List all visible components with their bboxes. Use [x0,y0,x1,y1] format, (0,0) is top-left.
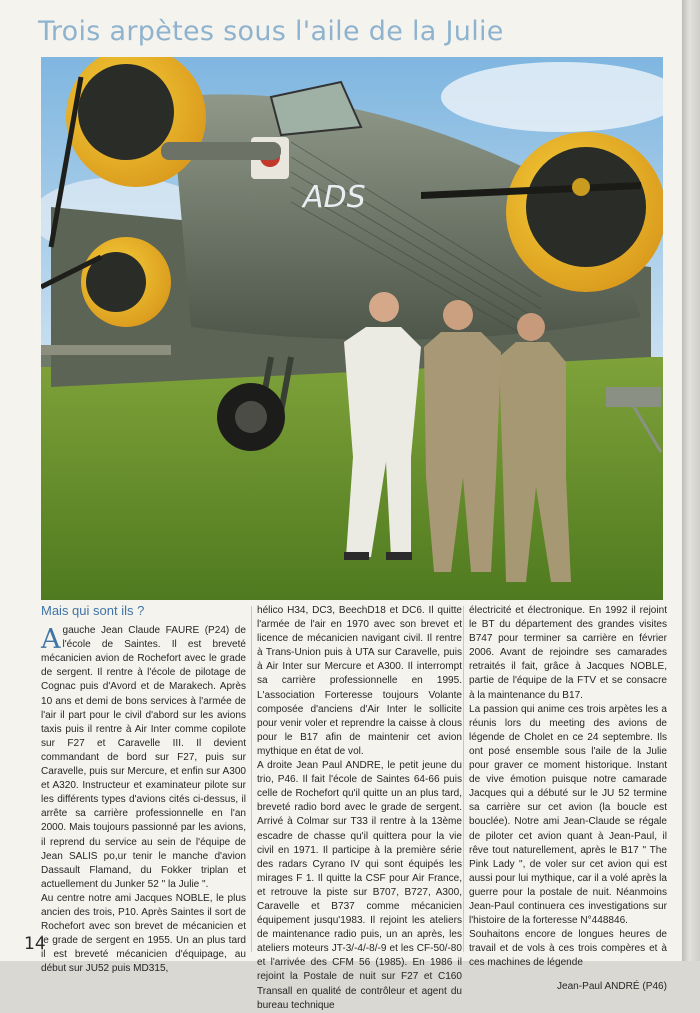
paragraph-text: gauche Jean Claude FAURE (P24) de l'école de Saintes. Il est breveté mécanicien avion de Rochefort avec le grade de sergent. Il rentre à l'école de pilotage de Cognac puis d'Avord et de Marakech. Après 10 ans et demi de bons services à l'armée de l'air il part pour le civil d'abord sur les avions taxis puis il rentre à Air Inter comme copilote sur F27 et Caravelle III. Il devient commandant de bord sur F27, puis sur Caravelle, puis sur Mercure, et enfin sur A300 et A320. Instructeur et examinateur pilote sur les différents types d'avions cités ci-dessus, il arrête sa carrière professionnelle en l'an 2000. Mais toujours passionné par les avions, il reprend du service au sein de l'équipe de Jean SALIS po,ur tenir le manche d'avion Dassault Flamand, du Fokker triplan et actuellement du Junker 52 " la Julie ". [41,625,246,890]
author-signature: Jean-Paul ANDRÉ (P46) [556,981,667,993]
column-3 [469,604,667,995]
paragraph: Au centre notre ami Jacques NOBLE, le plus ancien des trois, P10. Après Saintes il sort de Rochefort avec son brevet de mécanicien et le grade de sergent en 1955. Un an plus tard il est breveté mécanicien d'équipage, au début sur JU52 puis MD315, [41,892,246,975]
paragraph: A droite Jean Paul ANDRE, le petit jeune du trio, P46. Il fait l'école de Saintes 64-66 puis celle de Rochefort qu'il quitte un an plus tard, breveté radio bord avec le grade de sergent. Arrivé à Colmar sur T33 il rentre à la 13ème escadre de chasse qu'il quittera pour la vie civil en 1971. Il participe à la première série des radars Cyrano IV qui sont équipés les mirages F 1. Il quitte la CSF pour Air France, et retrouve la piste sur B707, B727, A300, Caravelle et B737 comme mécanicien équipement jusqu'1983. Il rejoint les ateliers de maintenance radio puis, un an après, les ateliers moteurs JT-3/-4/-8/-9 et les CF-50/-80 et l'arrivée des CFM 56 (1985). En 1986 il rejoint la Postale de nuit sur F27 et C160 Transall en qualité de contrôleur et agent du bureau technique [257,760,462,1011]
drop-cap: A [41,624,61,656]
column-rule [251,606,252,952]
paragraph: La passion qui anime ces trois arpètes les a réunis lors du meeting des avions de légende de Cholet en ce 24 septembre. Ils ont posé ensemble sous l'aile de la Julie pour graver ce moment historique. Instant de vive émotion puisque notre camarade Jacques qui a débuté sur le JU 52 termine sa carrière sur cet avion (la boucle est bouclée). Notre ami Jean-Claude se régale de piloter cet avion quant à Jean-Paul, il rêve tout naturellement, après le B17 " The Pink Lady ", de voler sur cet avion qui est aussi pour lui mythique, car il a volé après la guerre pour la postale de nuit. Néanmoins Jean-Paul continuera ces investigations sur l'histoire de la forteresse N°448846. [469,703,667,927]
column-rule [463,606,464,952]
paragraph: hélico H34, DC3, BeechD18 et DC6. Il quitte l'armée de l'air en 1970 avec son brevet et licence de mécanicien navigant civil. Il rentre à Trans-Union puis à UTA sur Caravelle, puis à Air Inter sur Mercure et A300. Il interrompt sa carrière professionnelle en 1995. L'association Forteresse toujours Volante composée d'anciens d'Air Inter le sollicite pour venir voler et reprendre la caisse à clous pour le B17 afin de maintenir cet avion mythique en état de vol. [257,605,462,757]
fuselage-marking: ADS [303,180,366,215]
page-spine [682,0,700,961]
paragraph: Souhaitons encore de longues heures de travail et de vols à ces trois compères et à ces machines de légende [469,929,667,969]
junkers-ju52-photo [41,57,663,600]
paragraph [41,624,246,892]
column-1 [41,604,246,976]
subheading: Mais qui sont ils ? [41,603,145,618]
article-photo [41,57,663,600]
paragraph: électricité et électronique. En 1992 il rejoint le BT du département des grandes visites B747 pour terminer sa carrière en février 2006. Avant de rejoindre ses camarades retraités il fait, grâce à Jacques NOBLE, partie de l'équipe de la FTV et se consacre à la maintenance du B17. [469,605,667,701]
column-2 [257,604,462,1013]
article-title: Trois arpètes sous l'aile de la Julie [38,16,504,47]
page-number: 14 [24,934,46,954]
